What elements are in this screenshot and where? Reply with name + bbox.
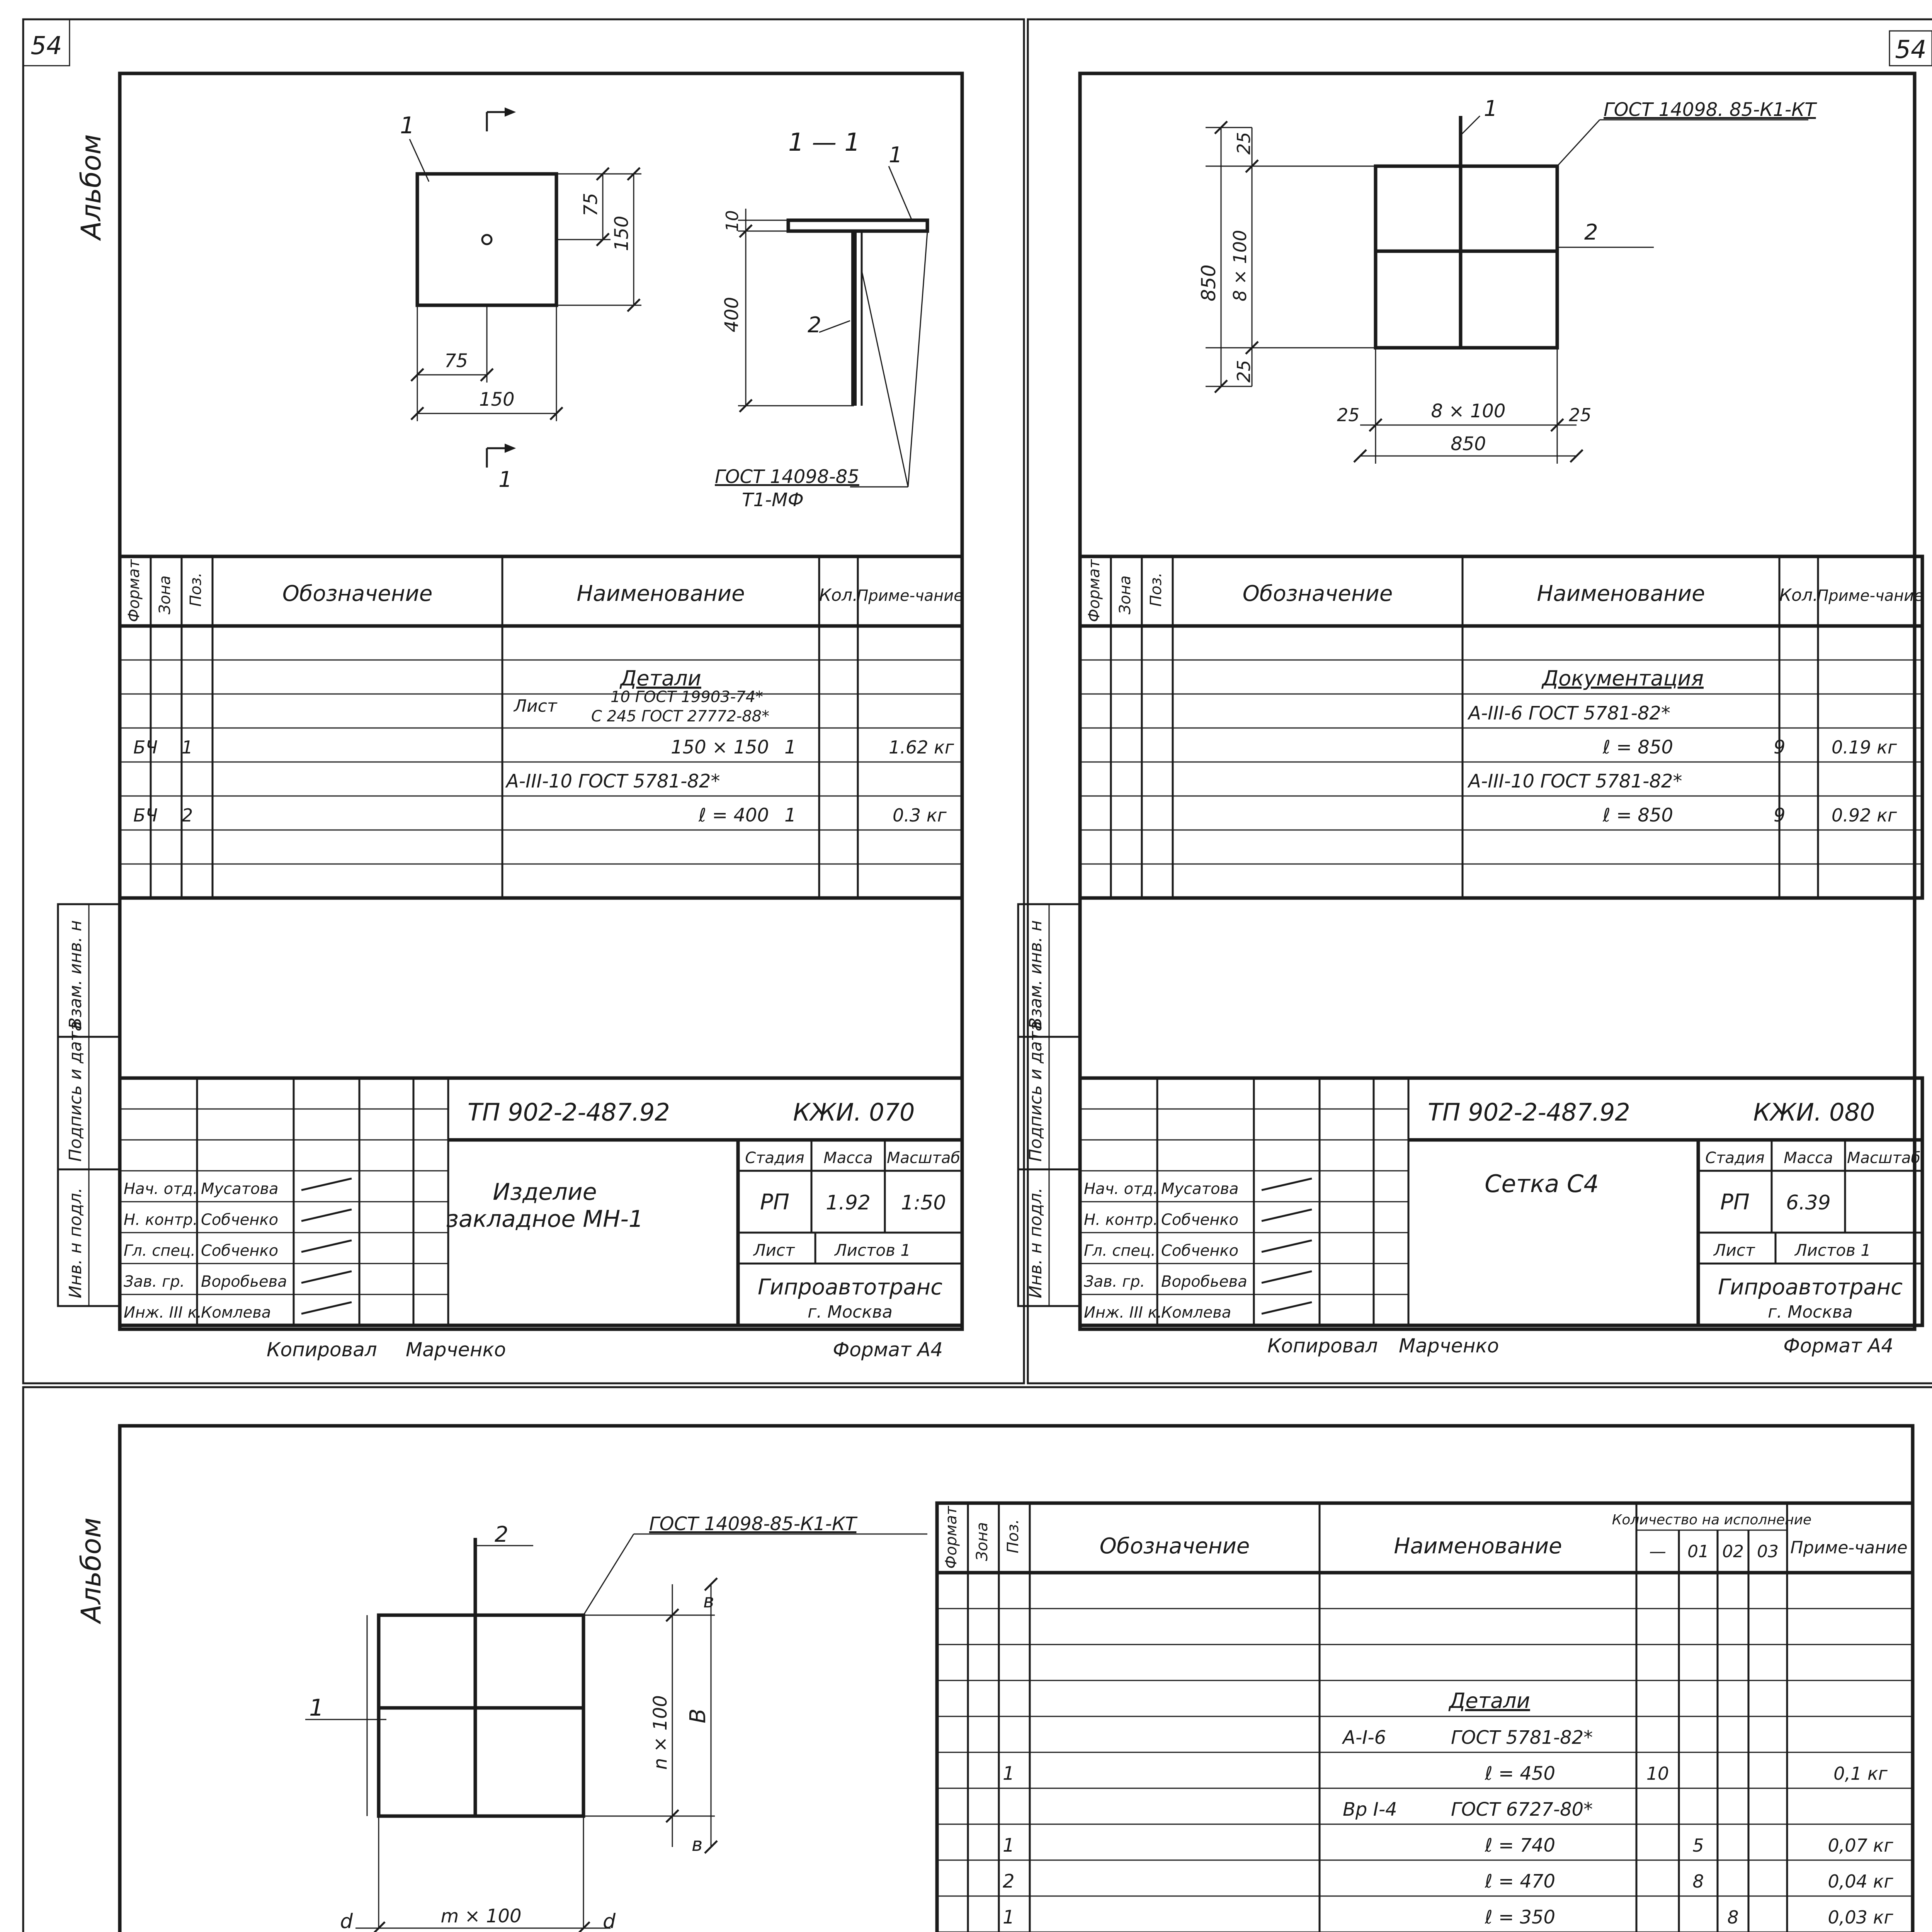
title-signer: Мусатова xyxy=(1161,1180,1239,1198)
copied-label: Копировал xyxy=(267,1338,377,1361)
dim-75-horizontal: 75 xyxy=(444,350,468,372)
dim-25-top: 25 xyxy=(1233,132,1254,155)
title-signer: Мусатова xyxy=(201,1180,279,1198)
weld-leader-2 xyxy=(908,232,927,487)
spec-cell-name: ℓ = 850 xyxy=(1602,804,1673,826)
sheet-frame-right xyxy=(1028,19,1932,1383)
spec-table-3 xyxy=(937,1503,1913,1932)
spec-header-format: Формат xyxy=(125,559,143,622)
copied-by: Марченко xyxy=(406,1338,506,1361)
signature-scribble xyxy=(1262,1179,1312,1190)
title-scale-label: Масштаб xyxy=(1847,1149,1921,1167)
spec-header-zone: Зона xyxy=(1116,575,1134,614)
title-mass-label: Масса xyxy=(1784,1149,1833,1167)
spec-header-designation: Обозначение xyxy=(1242,581,1393,606)
sheet-frame-bottom xyxy=(23,1387,1932,1932)
weld-leader xyxy=(862,270,908,487)
title-stage-label: Стадия xyxy=(1705,1149,1765,1167)
spec-cell-name: ℓ = 470 xyxy=(1485,1871,1555,1892)
title-org: Гипроавтотранс xyxy=(1718,1275,1903,1300)
spec-header-zone: Зона xyxy=(156,575,174,614)
spec-cell-qty: 5 xyxy=(1692,1835,1704,1856)
spec-cell-name: А-III-10 ГОСТ 5781-82* xyxy=(506,770,720,792)
dim-B: В xyxy=(685,1708,711,1723)
spec-cell-note: 0,04 кг xyxy=(1828,1871,1893,1892)
spec-cell-note: 0,1 кг xyxy=(1833,1763,1888,1784)
title-role: Н. контр. xyxy=(124,1211,198,1229)
spec-cell-name: 150 × 150 xyxy=(671,736,769,758)
weld-note: ГОСТ 14098-85-К1-КТ xyxy=(649,1513,857,1535)
title-role: Нач. отд. xyxy=(1084,1180,1158,1198)
dim-nx100: n × 100 xyxy=(650,1695,671,1770)
dim-b-top: в xyxy=(703,1590,714,1612)
spec-cell-qty: 9 xyxy=(1774,804,1786,826)
spec-cell-qty: 1 xyxy=(784,736,796,758)
title-name: закладное МН-1 xyxy=(446,1206,644,1233)
title-org: Гипроавтотранс xyxy=(757,1275,943,1300)
dim-b-bottom: в xyxy=(692,1834,703,1855)
spec-header-note: Приме-чание xyxy=(1817,587,1923,605)
title-city: г. Москва xyxy=(1768,1302,1853,1322)
left-strip-vzam: Взам. инв. н xyxy=(1026,920,1046,1029)
dim-150-horizontal: 150 xyxy=(479,389,515,410)
spec-cell-note: 0.3 кг xyxy=(893,805,947,826)
title-sheets-label: Листов 1 xyxy=(1795,1241,1871,1260)
spec-cell-pos: 2 xyxy=(182,805,193,826)
dim-25-left: 25 xyxy=(1337,405,1360,425)
sheet1-spec-table xyxy=(120,556,962,898)
dim-150-vertical: 150 xyxy=(611,216,633,251)
title-stage-label: Стадия xyxy=(745,1149,804,1167)
title-sheet-label: Лист xyxy=(753,1241,795,1260)
signature-scribble xyxy=(1262,1271,1312,1283)
callout-2: 2 xyxy=(495,1522,509,1547)
signature-scribble xyxy=(301,1209,352,1221)
spec-cell-qty: 8 xyxy=(1692,1871,1704,1892)
dimension-arrow xyxy=(505,445,514,452)
spec-header-note: Приме-чание xyxy=(857,587,963,605)
signature-scribble xyxy=(1262,1209,1312,1221)
spec-cell-format: БЧ xyxy=(133,805,158,826)
spec-cell-qty: 8 xyxy=(1727,1907,1739,1928)
spec-header-zone: Зона xyxy=(973,1522,991,1561)
section-mark-bottom: 1 xyxy=(498,467,512,492)
spec-cell-note: 0.19 кг xyxy=(1832,737,1897,758)
spec-header-designation: Обозначение xyxy=(282,581,433,606)
spec-cell-standard: ГОСТ 6727-80* xyxy=(1451,1799,1593,1820)
spec-cell-note: 0,03 кг xyxy=(1828,1907,1893,1928)
spec-header-designation: Обозначение xyxy=(1099,1534,1250,1559)
spec-material-left: Лист xyxy=(514,696,557,716)
title-city: г. Москва xyxy=(808,1302,893,1322)
weld-leader xyxy=(583,1534,634,1615)
weld-note: ГОСТ 14098. 85-К1-КТ xyxy=(1604,99,1816,121)
spec-header-format: Формат xyxy=(942,1506,960,1569)
weld-leader xyxy=(1557,120,1600,166)
title-mass: 1.92 xyxy=(826,1191,871,1214)
spec-cell-pos: 1 xyxy=(182,737,193,758)
title-code: ТП 902-2-487.92 xyxy=(468,1098,670,1126)
sheet-format: Формат А4 xyxy=(833,1338,943,1361)
plate-plan xyxy=(417,174,556,305)
dim-850-horizontal: 850 xyxy=(1451,433,1486,455)
spec-cell-name: ℓ = 400 xyxy=(698,804,769,826)
spec-cell-name: ℓ = 850 xyxy=(1602,736,1673,758)
sheet-format: Формат А4 xyxy=(1783,1335,1893,1357)
spec-cell-pos: 1 xyxy=(1003,1763,1015,1784)
spec-cell-format: БЧ xyxy=(133,737,158,758)
spec-cell-name: ℓ = 450 xyxy=(1485,1763,1555,1784)
title-signer: Собченко xyxy=(201,1211,279,1229)
callout-1: 1 xyxy=(400,112,415,139)
callout-1: 1 xyxy=(1484,96,1498,121)
spec-header-pos: Поз. xyxy=(187,572,205,607)
spec-cell-name: А-III-10 ГОСТ 5781-82* xyxy=(1468,770,1682,792)
spec-header-note: Приме-чание xyxy=(1790,1538,1908,1558)
dim-8x100-vertical: 8 × 100 xyxy=(1230,230,1250,301)
title-sheet-label: Лист xyxy=(1714,1241,1755,1260)
signature-scribble xyxy=(1262,1302,1312,1314)
mesh-outline xyxy=(1376,166,1557,348)
dimension-arrow xyxy=(505,109,514,116)
mesh-outline xyxy=(379,1615,583,1816)
spec-header-name: Наименование xyxy=(577,581,745,606)
spec-header-qty-group: Количество на исполнение xyxy=(1612,1512,1812,1528)
leader-2 xyxy=(819,321,850,332)
weld-note-2: Т1-МФ xyxy=(742,489,804,511)
title-name: Сетка С4 xyxy=(1485,1170,1599,1198)
spec-cell-qty: 10 xyxy=(1646,1763,1669,1784)
left-strip-sign: Подпись и дата xyxy=(66,1020,85,1162)
spec-cell-note: 0,07 кг xyxy=(1828,1835,1893,1856)
spec-material-bottom: С 245 ГОСТ 27772-88* xyxy=(591,707,770,725)
spec-cell-grade: А-I-6 xyxy=(1343,1727,1386,1748)
title-name: Изделие xyxy=(493,1179,597,1206)
dim-75-vertical: 75 xyxy=(580,192,602,216)
signature-scribble xyxy=(301,1302,352,1314)
title-doc: КЖИ. 070 xyxy=(793,1098,915,1126)
title-scale: 1:50 xyxy=(901,1191,946,1214)
copied-label: Копировал xyxy=(1267,1335,1378,1357)
spec-header-format: Формат xyxy=(1085,559,1103,622)
weld-note: ГОСТ 14098-85 xyxy=(715,466,859,488)
title-role: Инж. III к. xyxy=(1084,1304,1162,1321)
spec-header-qty: Кол. xyxy=(819,585,858,605)
spec-header-qty-col: — xyxy=(1649,1542,1666,1561)
title-signer: Воробьева xyxy=(201,1273,287,1291)
spec-cell-qty: 1 xyxy=(784,804,796,826)
copied-by: Марченко xyxy=(1399,1335,1499,1357)
spec-cell-note: 1.62 кг xyxy=(889,737,954,758)
title-signer: Воробьева xyxy=(1161,1273,1247,1291)
spec-header-name: Наименование xyxy=(1537,581,1705,606)
title-signer: Собченко xyxy=(1161,1242,1239,1260)
spec-cell-note: 0.92 кг xyxy=(1832,805,1897,826)
title-role: Н. контр. xyxy=(1084,1211,1158,1229)
spec-cell-qty: 9 xyxy=(1774,736,1786,758)
title-signer: Комлева xyxy=(201,1304,271,1321)
title-signer: Комлева xyxy=(1161,1304,1231,1321)
spec-header-pos: Поз. xyxy=(1147,572,1165,607)
spec-cell-name: А-III-6 ГОСТ 5781-82* xyxy=(1468,702,1670,724)
plate-section xyxy=(788,220,927,231)
left-strip-inv: Инв. н подл. xyxy=(1026,1187,1046,1298)
signature-scribble xyxy=(301,1240,352,1252)
album-label-2: Альбом xyxy=(75,1517,107,1623)
left-strip-sign: Подпись и дата xyxy=(1026,1020,1046,1162)
spec-header-name: Наименование xyxy=(1394,1534,1562,1559)
title-doc: КЖИ. 080 xyxy=(1753,1098,1875,1126)
signature-scribble xyxy=(301,1271,352,1283)
leader-1 xyxy=(1461,116,1480,135)
page-number-right: 54 xyxy=(1895,36,1927,64)
leader-section-1 xyxy=(889,166,912,220)
dim-10: 10 xyxy=(723,210,742,232)
title-role: Зав. гр. xyxy=(1084,1273,1145,1291)
album-label-1: Альбом xyxy=(75,134,107,240)
plate-hole xyxy=(482,235,492,244)
title-stage: РП xyxy=(760,1190,789,1215)
dim-25-bottom: 25 xyxy=(1233,360,1254,383)
callout-1: 1 xyxy=(309,1694,324,1721)
spec-header-qty-col: 02 xyxy=(1722,1542,1744,1561)
title-sheets-label: Листов 1 xyxy=(835,1241,911,1260)
spec-cell-pos: 1 xyxy=(1003,1906,1015,1928)
spec-header-qty-col: 03 xyxy=(1757,1542,1779,1561)
spec-cell-pos: 1 xyxy=(1003,1835,1015,1856)
callout-2: 2 xyxy=(808,313,821,338)
dim-8x100-horizontal: 8 × 100 xyxy=(1431,400,1506,422)
title-role: Зав. гр. xyxy=(124,1273,185,1291)
section-callout-1: 1 xyxy=(889,143,903,168)
signature-scribble xyxy=(301,1179,352,1190)
left-strip-inv: Инв. н подл. xyxy=(66,1187,85,1298)
title-role: Гл. спец. xyxy=(1084,1242,1156,1260)
spec-header-pos: Поз. xyxy=(1004,1519,1022,1553)
spec-cell-pos: 2 xyxy=(1003,1871,1015,1892)
title-mass-label: Масса xyxy=(823,1149,873,1167)
dim-d-right: d xyxy=(603,1910,616,1932)
title-role: Инж. III к. xyxy=(124,1304,202,1321)
title-stage: РП xyxy=(1720,1190,1750,1215)
dim-mx100: m × 100 xyxy=(440,1905,522,1927)
title-mass: 6.39 xyxy=(1786,1191,1831,1214)
title-role: Гл. спец. xyxy=(124,1242,196,1260)
spec-cell-grade: Вр I-4 xyxy=(1343,1799,1397,1820)
page-number-left: 54 xyxy=(31,32,62,60)
spec-section-docs: Документация xyxy=(1542,666,1704,690)
left-strip-vzam: Взам. инв. н xyxy=(66,920,85,1029)
sheet2-spec-table xyxy=(1080,556,1922,898)
spec-cell-name: ℓ = 350 xyxy=(1485,1906,1555,1928)
dim-400: 400 xyxy=(721,297,743,332)
title-role: Нач. отд. xyxy=(124,1180,198,1198)
callout-2: 2 xyxy=(1584,220,1598,245)
spec-material-top: 10 ГОСТ 19903-74* xyxy=(611,688,764,706)
dim-d-left: d xyxy=(340,1910,353,1932)
title-signer: Собченко xyxy=(1161,1211,1239,1229)
spec-cell-name: ℓ = 740 xyxy=(1485,1835,1555,1856)
dim-850-vertical: 850 xyxy=(1197,264,1220,301)
title-signer: Собченко xyxy=(201,1242,279,1260)
title-scale-label: Масштаб xyxy=(886,1149,961,1167)
spec-section-details: Детали xyxy=(620,666,701,690)
dim-25-right: 25 xyxy=(1569,405,1592,425)
spec-cell-standard: ГОСТ 5781-82* xyxy=(1451,1727,1593,1748)
spec-header-qty: Кол. xyxy=(1779,585,1818,605)
signature-scribble xyxy=(1262,1240,1312,1252)
spec-header-qty-col: 01 xyxy=(1687,1542,1709,1561)
spec-section-details: Детали xyxy=(1449,1689,1530,1713)
section-title: 1 — 1 xyxy=(788,128,861,157)
title-code: ТП 902-2-487.92 xyxy=(1428,1098,1630,1126)
